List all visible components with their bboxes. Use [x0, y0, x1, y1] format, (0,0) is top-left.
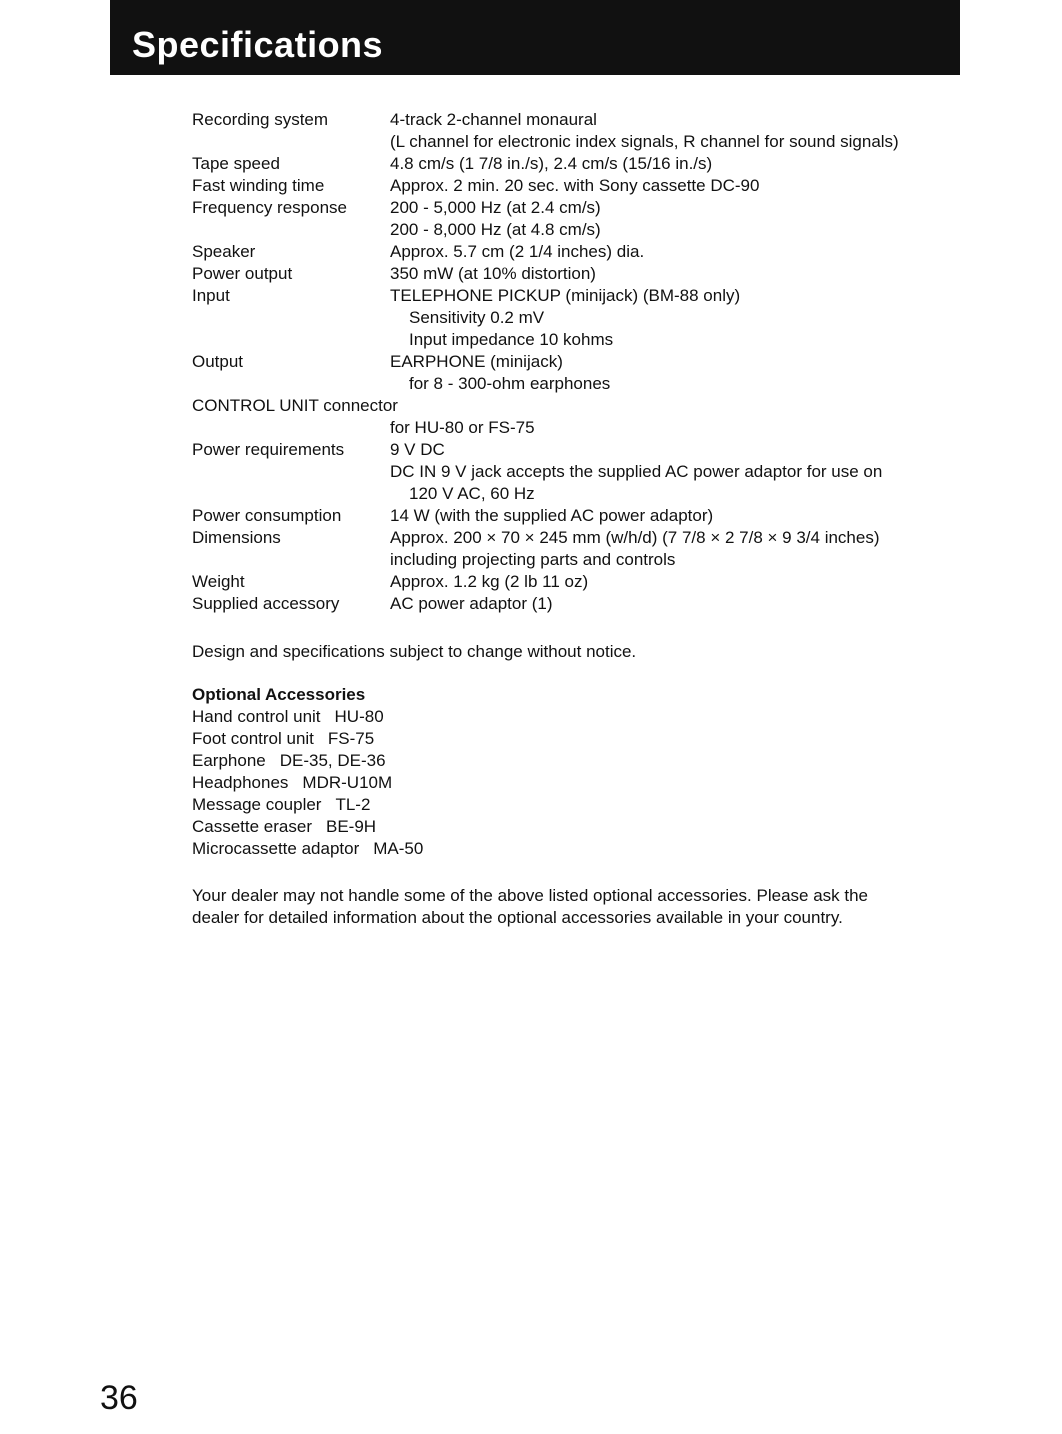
accessory-name: Message coupler: [192, 795, 322, 814]
accessory-item: [192, 728, 423, 750]
accessory-item: [192, 706, 423, 728]
spec-row: [192, 109, 972, 153]
spec-values: [390, 263, 972, 285]
accessory-model: TL-2: [335, 795, 371, 814]
spec-row: [192, 285, 972, 351]
spec-value-line: for HU-80 or FS-75: [390, 418, 535, 437]
specifications-table: [192, 109, 972, 615]
spec-value-line: including projecting parts and controls: [390, 550, 676, 569]
spec-row: [192, 263, 972, 285]
spec-values: [390, 241, 972, 263]
spec-label: Output: [192, 352, 244, 371]
spec-label: Supplied accessory: [192, 594, 340, 613]
spec-label: Dimensions: [192, 528, 281, 547]
accessory-model: HU-80: [334, 707, 384, 726]
accessory-model: DE-35, DE-36: [279, 751, 386, 770]
spec-row: [192, 153, 972, 175]
spec-row: [192, 593, 972, 615]
spec-row: [192, 351, 972, 395]
accessory-name: Headphones: [192, 773, 289, 792]
change-notice: Design and specifications subject to change without notice.: [192, 642, 637, 661]
spec-values: [390, 285, 972, 351]
spec-values: [390, 197, 972, 241]
accessory-name: Hand control unit: [192, 707, 321, 726]
spec-value-line: (L channel for electronic index signals, R channel for sound signals): [390, 132, 899, 151]
title-bar: [110, 0, 960, 75]
spec-label: Weight: [192, 572, 245, 591]
spec-row: [192, 241, 972, 263]
spec-value-line: 14 W (with the supplied AC power adaptor): [390, 506, 714, 525]
spec-value-line: Input impedance 10 kohms: [409, 330, 614, 349]
spec-value-line: 200 - 5,000 Hz (at 2.4 cm/s): [390, 198, 601, 217]
dealer-note: [192, 885, 972, 929]
spec-label: Power requirements: [192, 440, 345, 459]
spec-row: [192, 395, 972, 439]
accessory-item: [192, 816, 423, 838]
spec-values: [390, 109, 972, 153]
accessory-name: Earphone: [192, 751, 266, 770]
spec-label: Recording system: [192, 110, 329, 129]
accessory-item: [192, 838, 423, 860]
optional-accessories-heading: Optional Accessories: [192, 685, 366, 704]
spec-label: Input: [192, 286, 230, 305]
spec-value-line: Approx. 5.7 cm (2 1/4 inches) dia.: [390, 242, 645, 261]
spec-values: [390, 153, 972, 175]
spec-values: [390, 175, 972, 197]
optional-accessories-section: [192, 684, 423, 860]
spec-row: [192, 527, 972, 571]
page-number: 36: [100, 1379, 138, 1417]
spec-row: [192, 571, 972, 593]
spec-value-line: Approx. 200 × 70 × 245 mm (w/h/d) (7 7/8 × 2 7/8 × 9 3/4 inches): [390, 528, 880, 547]
accessory-name: Cassette eraser: [192, 817, 312, 836]
accessory-name: Foot control unit: [192, 729, 314, 748]
accessory-name: Microcassette adaptor: [192, 839, 360, 858]
accessory-item: [192, 772, 423, 794]
spec-values: [390, 593, 972, 615]
spec-label: CONTROL UNIT connector: [192, 396, 398, 415]
spec-values: [390, 351, 972, 395]
spec-row: [192, 175, 972, 197]
spec-value-line: EARPHONE (minijack): [390, 352, 563, 371]
spec-value-line: 120 V AC, 60 Hz: [409, 484, 535, 503]
accessory-model: BE-9H: [326, 817, 377, 836]
spec-value-line: 4.8 cm/s (1 7/8 in./s), 2.4 cm/s (15/16 in./s): [390, 154, 713, 173]
accessory-item: [192, 794, 423, 816]
dealer-note-line: Your dealer may not handle some of the above listed optional accessories. Please ask the: [192, 886, 869, 905]
spec-values: [390, 571, 972, 593]
spec-values: [390, 439, 972, 505]
spec-value-line: 4-track 2-channel monaural: [390, 110, 597, 129]
spec-row: [192, 197, 972, 241]
spec-label: Power consumption: [192, 506, 342, 525]
spec-value-line: for 8 - 300-ohm earphones: [409, 374, 611, 393]
accessory-item: [192, 750, 423, 772]
spec-value-line: 200 - 8,000 Hz (at 4.8 cm/s): [390, 220, 601, 239]
spec-value-line: Approx. 1.2 kg (2 lb 11 oz): [390, 572, 589, 591]
spec-values: [390, 417, 972, 439]
spec-label: Fast winding time: [192, 176, 325, 195]
spec-value-line: TELEPHONE PICKUP (minijack) (BM-88 only): [390, 286, 741, 305]
spec-values: [390, 505, 972, 527]
spec-value-line: AC power adaptor (1): [390, 594, 553, 613]
spec-row: [192, 439, 972, 505]
spec-label: Tape speed: [192, 154, 280, 173]
spec-value-line: Approx. 2 min. 20 sec. with Sony cassette DC-90: [390, 176, 760, 195]
accessory-model: MA-50: [373, 839, 424, 858]
spec-value-line: DC IN 9 V jack accepts the supplied AC power adaptor for use on: [390, 462, 883, 481]
dealer-note-line: dealer for detailed information about the optional accessories available in your country.: [192, 908, 843, 927]
spec-label: Speaker: [192, 242, 256, 261]
optional-accessories-list: [192, 706, 423, 860]
spec-values: [390, 527, 972, 571]
spec-value-line: 350 mW (at 10% distortion): [390, 264, 596, 283]
spec-row: [192, 505, 972, 527]
spec-label: Frequency response: [192, 198, 347, 217]
spec-label: Power output: [192, 264, 293, 283]
spec-value-line: 9 V DC: [390, 440, 445, 459]
page-title: Specifications: [132, 24, 384, 65]
accessory-model: MDR-U10M: [302, 773, 393, 792]
spec-value-line: Sensitivity 0.2 mV: [409, 308, 545, 327]
accessory-model: FS-75: [327, 729, 375, 748]
